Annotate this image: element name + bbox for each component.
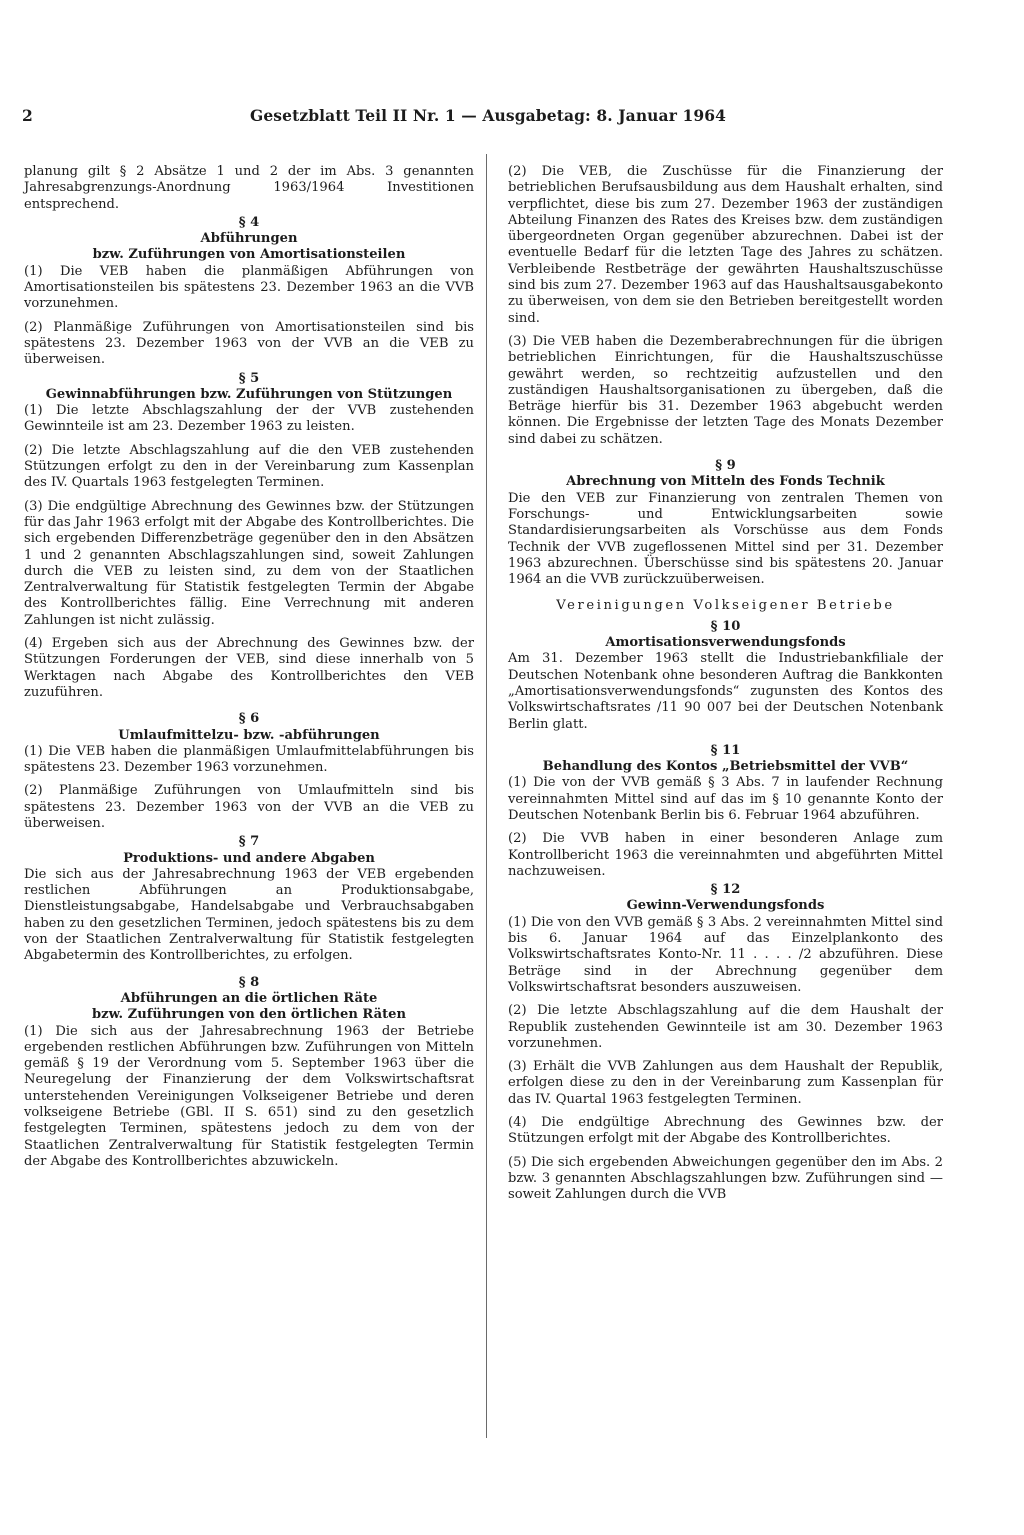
paragraph: Die den VEB zur Finanzierung von zentralen Themen von Forschungs- und Entwicklungsarbeiten sowie Standardisierungsarbeiten als Vorschüsse aus dem Fonds Technik der VVB zugeflossenen Mittel sind per 31. Dezember 1963 abzurechnen. Überschüsse sind bis spätestens 20. Januar 1964 an die VVB zurückzuüberweisen. (508, 490, 943, 588)
section-title: Abführungen an die örtlichen Räte (120, 990, 378, 1006)
section-9 (508, 458, 943, 588)
paragraph: (2) Planmäßige Zuführungen von Umlaufmitteln sind bis spätestens 23. Dezember 1963 von der VVB an die VEB zu überweisen. (24, 783, 474, 831)
section-4 (24, 215, 474, 369)
section-title: Produktions- und andere Abgaben (123, 850, 375, 866)
section-title: Gewinnabführungen bzw. Zuführungen von Stützungen (45, 386, 453, 402)
section-6 (24, 711, 474, 832)
paragraph: (1) Die von den VVB gemäß § 3 Abs. 2 vereinnahmten Mittel sind bis 6. Januar 1964 auf das Einzelplankonto des Volkswirtschaftsrates Konto-Nr. 11 . . . . /2 abzuführen. Diese Beträge sind in der Abrechnung gegenüber dem Volkswirtschaftsrat besonders auszuweisen. (508, 914, 943, 995)
paragraph: (2) Planmäßige Zuführungen von Amortisationsteilen sind bis spätestens 23. Dezember 1963 von der VVB an die VEB zu überweisen. (24, 319, 474, 368)
section-title: Gewinn-Verwendungsfonds (626, 898, 825, 914)
column-divider (486, 154, 487, 1438)
section-title: Umlaufmittelzu- bzw. -abführungen (118, 727, 380, 743)
section-11 (508, 743, 943, 880)
section-title: Abführungen (200, 231, 298, 247)
paragraph: (1) Die VEB haben die planmäßigen Umlaufmittelabführungen bis spätestens 23. Dezember 1963 vorzunehmen. (24, 743, 474, 776)
section-title: Abrechnung von Mitteln des Fonds Technik (566, 474, 885, 490)
paragraph: (4) Die endgültige Abrechnung des Gewinnes bzw. der Stützungen erfolgt mit der Abgabe des Kontrollberichtes. (508, 1115, 943, 1147)
section-number: § 10 (710, 618, 741, 634)
section-subtitle: bzw. Zuführungen von den örtlichen Räten (92, 1007, 406, 1023)
page-number: 2 (22, 106, 33, 125)
section-number: § 6 (238, 711, 260, 727)
paragraph: (1) Die von der VVB gemäß § 3 Abs. 7 in laufender Rechnung vereinnahmten Mittel sind auf das im § 10 genannte Konto der Deutschen Notenbank Berlin bis 6. Februar 1964 abzuführen. (508, 775, 943, 823)
paragraph: (2) Die letzte Abschlagszahlung auf die den VEB zustehenden Stützungen erfolgt zu den in der Vereinbarung zum Kassenplan des IV. Quartals 1963 festgelegten Terminen. (24, 442, 474, 491)
section-number: § 4 (238, 214, 260, 230)
paragraph: (2) Die VVB haben in einer besonderen Anlage zum Kontrollbericht 1963 die vereinnahmten und abgeführten Mittel nachzuweisen. (508, 831, 943, 879)
paragraph: (4) Ergeben sich aus der Abrechnung des Gewinnes bzw. der Stützungen Forderungen der VEB, sind diese innerhalb von 5 Werktagen nach Abgabe des Kontrollberichtes den VEB zuzuführen. (24, 636, 474, 700)
section-12 (508, 882, 943, 1203)
paragraph: (3) Die endgültige Abrechnung des Gewinnes bzw. der Stützungen für das Jahr 1963 erfolgt mit der Abgabe des Kontrollberichtes. Die sich ergebenden Differenzbeträge gegenüber den in den Absätzen 1 und 2 genannten Abschlagszahlungen sind, soweit Zahlungen durch die VEB zu leisten sind, zu dem von der Staatlichen Zentralverwaltung für Statistik festgelegten Termin der Abgabe des Kontrollberichtes fällig. Eine Verrechnung mit anderen Zahlungen ist nicht zulässig. (24, 498, 474, 628)
paragraph: Am 31. Dezember 1963 stellt die Industriebankfiliale der Deutschen Notenbank ohne besonderen Auftrag die Bankkonten „Amortisationsverwendungsfonds“ zugunsten des Kontos des Volkswirtschaftsrates /11 90 007 bei der Deutschen Notenbank Berlin glatt. (508, 651, 943, 732)
section-number: § 9 (715, 458, 736, 474)
paragraph: (3) Die VEB haben die Dezemberabrechnungen für die übrigen betrieblichen Einrichtungen, für die Haushaltszuschüsse gewährt werden, so rechtzeitig aufzustellen und den zuständigen Haushaltsorganisationen zu übergeben, daß die Beträge hierfür bis 31. Dezember 1963 abgebucht werden können. Die Ergebnisse der letzten Tage des Monats Dezember sind dabei zu schätzen. (508, 333, 943, 447)
section-title: Behandlung des Kontos „Betriebsmittel der VVB“ (542, 759, 909, 775)
paragraph: (1) Die VEB haben die planmäßigen Abführungen von Amortisationsteilen bis spätestens 23. Dezember 1963 an die VVB vorzunehmen. (24, 263, 474, 312)
right-column (508, 164, 943, 1444)
intro-paragraph: planung gilt § 2 Absätze 1 und 2 der im Abs. 3 genannten Jahresabgrenzungs-Anordnung 1963/1964 Investitionen entsprechend. (24, 164, 474, 212)
paragraph: (1) Die letzte Abschlagszahlung der der VVB zustehenden Gewinnteile ist am 23. Dezember 1963 zu leisten. (24, 403, 474, 435)
section-number: § 12 (710, 882, 741, 898)
section-number: § 7 (238, 834, 260, 850)
paragraph: (1) Die sich aus der Jahresabrechnung 1963 der Betriebe ergebenden restlichen Abführungen bzw. Zuführungen von Mitteln gemäß § 19 der Verordnung vom 5. September 1963 über die Neuregelung der Finanzierung der dem Volkswirtschaftsrat unterstehenden Vereinigungen Volkseigener Betriebe und deren volkseigene Betriebe (GBl. II S. 651) sind zu den gesetzlich festgelegten Terminen, spätestens jedoch zu dem von der Staatlichen Zentralverwaltung für Statistik festgelegten Termin der Abgabe des Kontrollberichtes abzuwickeln. (24, 1023, 474, 1169)
section-number: § 11 (710, 742, 741, 758)
chapter-heading: Vereinigungen Volkseigener Betriebe (556, 598, 895, 614)
page-title: Gesetzblatt Teil II Nr. 1 — Ausgabetag: 8. Januar 1964 (250, 106, 727, 125)
section-5 (24, 371, 474, 702)
paragraph: (2) Die letzte Abschlagszahlung auf die dem Haushalt der Republik zustehenden Gewinnteile ist am 30. Dezember 1963 vorzunehmen. (508, 1003, 943, 1051)
paragraph: Die sich aus der Jahresabrechnung 1963 der VEB ergebenden restlichen Abführungen an Produktionsabgabe, Dienstleistungsabgabe, Handelsabgabe und Verbrauchsabgaben haben zu den gesetzlichen Terminen, jedoch spätestens bis zu dem von der Staatlichen Zentralverwaltung für Statistik festgelegten Abgabetermin des Kontrollberichtes, zu erfolgen. (24, 866, 474, 964)
section-subtitle: bzw. Zuführungen von Amortisationsteilen (92, 247, 406, 263)
section-7 (24, 834, 474, 964)
section-number: § 5 (238, 370, 260, 386)
page-header (22, 104, 1002, 132)
section-title: Amortisationsverwendungsfonds (605, 635, 846, 651)
paragraph: (5) Die sich ergebenden Abweichungen gegenüber den im Abs. 2 bzw. 3 genannten Abschlagszahlungen bzw. Zuführungen sind — soweit Zahlungen durch die VVB (508, 1154, 943, 1203)
paragraph: (3) Erhält die VVB Zahlungen aus dem Haushalt der Republik, erfolgen diese zu den in der Vereinbarung zum Kassenplan für das IV. Quartal 1963 festgelegten Terminen. (508, 1059, 943, 1107)
paragraph: (2) Die VEB, die Zuschüsse für die Finanzierung der betrieblichen Berufsausbildung aus dem Haushalt erhalten, sind verpflichtet, diese bis zum 27. Dezember 1963 der zuständigen Abteilung Finanzen des Rates des Kreises bzw. dem zuständigen übergeordneten Organ gegenüber abzurechnen. Dabei ist der eventuelle Bedarf für die letzten Tage des Jahres zu schätzen. Verbleibende Restbeträge der gewährten Haushaltszuschüsse sind bis zum 27. Dezember 1963 auf das Haushaltsausgabekonto zu überweisen, von dem sie den Betrieben bereitgestellt worden sind. (508, 164, 943, 326)
section-number: § 8 (238, 974, 260, 990)
left-column (24, 164, 474, 1444)
section-8 (24, 975, 474, 1171)
section-10 (508, 619, 943, 733)
